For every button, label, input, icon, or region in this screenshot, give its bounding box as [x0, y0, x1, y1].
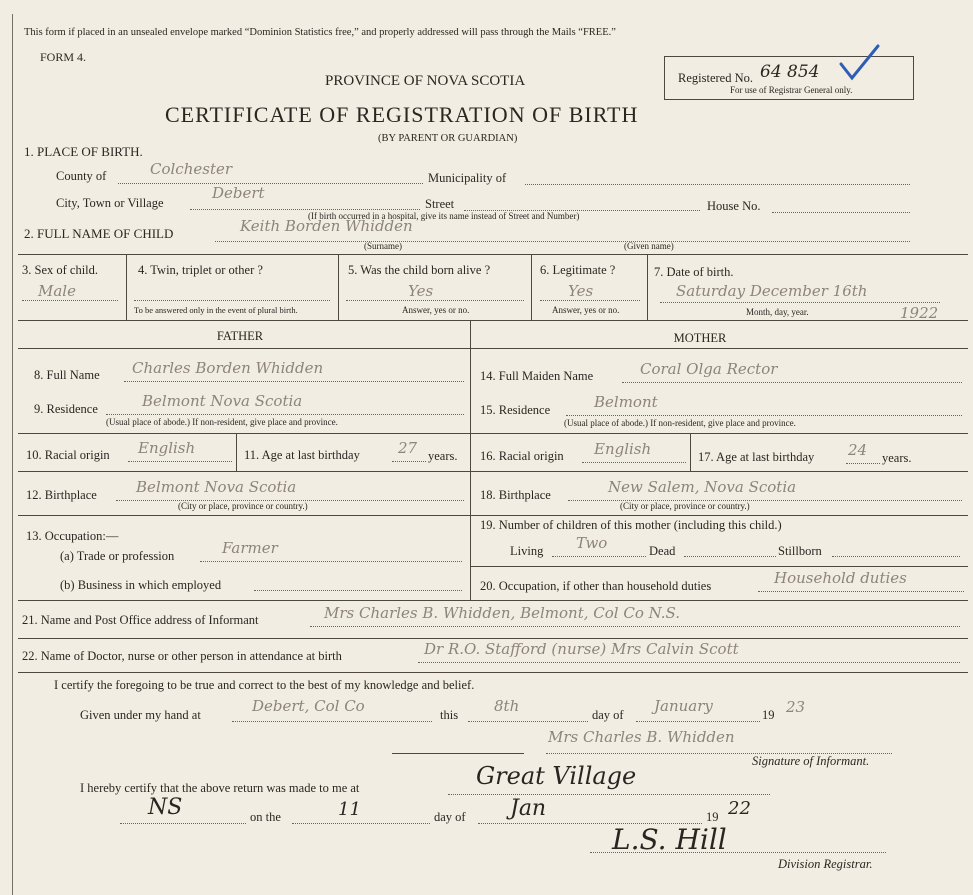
legitimate-line — [540, 300, 640, 301]
rule-racial-top-father — [18, 433, 470, 434]
rule-row3-bottom — [18, 320, 968, 321]
mother-occupation-label: 20. Occupation, if other than household duties — [480, 579, 712, 593]
mail-notice: This form if placed in an unsealed envelope marked “Dominion Statistics free,” and properly addressed will pass through the Mails “FREE.” — [24, 27, 616, 38]
mother-name-label: 14. Full Maiden Name — [480, 369, 594, 383]
doctor-value: Dr R.O. Stafford (nurse) Mrs Calvin Scott — [424, 640, 739, 658]
registrar-note: For use of Registrar General only. — [730, 85, 853, 95]
mother-dead-line — [684, 556, 776, 557]
father-age-line — [392, 461, 426, 462]
rule-doctor-bottom — [18, 672, 968, 673]
certificate-subtitle: (BY PARENT OR GUARDIAN) — [378, 133, 518, 144]
city-label: City, Town or Village — [56, 196, 164, 210]
rule-children-top-mother — [470, 515, 968, 516]
alive-value: Yes — [408, 282, 434, 300]
mother-occupation-line — [758, 591, 964, 592]
alive-note: Answer, yes or no. — [402, 305, 470, 315]
rule-racial-bottom-father — [18, 471, 470, 472]
hospital-note: (If birth occurred in a hospital, give its name instead of Street and Number) — [308, 211, 580, 221]
given-day-line — [468, 721, 588, 722]
mother-birthplace-note: (City or place, province or country.) — [620, 501, 750, 511]
certify-statement: I certify the foregoing to be true and correct to the best of my knowledge and belief. — [54, 678, 475, 692]
mother-years-label: years. — [882, 451, 912, 465]
rule-section-bottom — [18, 600, 968, 601]
informant-value: Mrs Charles B. Whidden, Belmont, Col Co N.S. — [324, 604, 681, 622]
certificate-title: CERTIFICATE OF REGISTRATION OF BIRTH — [165, 102, 639, 127]
sex-value: Male — [38, 282, 76, 300]
registrar-day-value: 11 — [338, 799, 361, 820]
registrar-onthe-label: on the — [250, 810, 281, 824]
given-note: (Given name) — [624, 241, 674, 251]
given-place-value: Debert, Col Co — [252, 697, 365, 715]
registrar-signature: L.S. Hill — [612, 823, 727, 856]
street-label: Street — [425, 197, 455, 211]
father-birthplace-note: (City or place, province or country.) — [178, 501, 308, 511]
mother-living-value: Two — [576, 534, 608, 552]
father-racial-value: English — [138, 439, 196, 457]
father-name-value: Charles Borden Whidden — [132, 359, 324, 377]
mother-birthplace-label: 18. Birthplace — [480, 488, 551, 502]
mother-racial-line — [582, 462, 686, 463]
father-racial-label: 10. Racial origin — [26, 448, 110, 462]
dob-line — [660, 302, 940, 303]
father-trade-value: Farmer — [222, 539, 278, 557]
registrar-statement: I hereby certify that the above return was made to me at — [80, 781, 360, 795]
house-label: House No. — [707, 199, 761, 213]
twin-label: 4. Twin, triplet or other ? — [138, 263, 263, 277]
informant-signature: Mrs Charles B. Whidden — [548, 728, 735, 746]
rule-informant-bottom — [18, 638, 968, 639]
given-this-label: this — [440, 708, 459, 722]
father-heading: FATHER — [216, 329, 264, 343]
mother-dead-label: Dead — [649, 544, 676, 558]
rule-col-2 — [338, 254, 339, 320]
father-residence-note: (Usual place of abode.) If non-resident, give place and province. — [106, 417, 338, 427]
registrar-ns-value: NS — [148, 795, 183, 820]
dob-year: 1922 — [900, 304, 939, 322]
father-trade-line — [200, 561, 462, 562]
mother-living-label: Living — [510, 544, 544, 558]
father-residence-label: 9. Residence — [34, 402, 98, 416]
registrar-dayof-label: day of — [434, 810, 466, 824]
father-business-line — [254, 590, 462, 591]
county-value: Colchester — [150, 160, 233, 178]
binding-edge-line — [12, 14, 13, 895]
mother-living-line — [552, 556, 646, 557]
father-racial-line — [128, 461, 232, 462]
father-business-label: (b) Business in which employed — [60, 578, 222, 592]
mother-racial-value: English — [594, 440, 652, 458]
mother-age-label: 17. Age at last birthday — [698, 450, 815, 464]
father-age-label: 11. Age at last birthday — [244, 448, 360, 462]
registrar-month-value: Jan — [510, 796, 547, 821]
municipality-line — [525, 184, 910, 185]
informant-label: 21. Name and Post Office address of Informant — [22, 613, 259, 627]
mother-age-line — [846, 463, 880, 464]
given-year-suffix: 23 — [786, 698, 806, 716]
father-residence-line — [106, 414, 464, 415]
province-heading: PROVINCE OF NOVA SCOTIA — [325, 73, 526, 89]
registrar-signature-label: Division Registrar. — [778, 857, 873, 871]
county-line — [118, 183, 423, 184]
given-label: Given under my hand at — [80, 708, 201, 722]
father-years-label: years. — [428, 449, 458, 463]
city-value: Debert — [212, 184, 265, 202]
mother-racial-label: 16. Racial origin — [480, 449, 564, 463]
dob-value: Saturday December 16th — [676, 282, 868, 300]
dob-note: Month, day, year. — [746, 307, 809, 317]
mother-residence-value: Belmont — [594, 393, 658, 411]
given-year-prefix: 19 — [762, 708, 775, 722]
registered-number: 64 854 — [760, 62, 820, 82]
mother-name-line — [622, 382, 962, 383]
mother-children-label: 19. Number of children of this mother (including this child.) — [480, 518, 782, 532]
sex-label: 3. Sex of child. — [22, 263, 99, 277]
mother-stillborn-line — [832, 556, 960, 557]
twin-line — [134, 300, 330, 301]
registrar-place-value: Great Village — [476, 762, 637, 790]
legitimate-value: Yes — [568, 282, 594, 300]
legitimate-note: Answer, yes or no. — [552, 305, 620, 315]
mother-heading: MOTHER — [673, 331, 727, 345]
rule-heading-bottom — [18, 348, 968, 349]
mother-residence-line — [566, 415, 962, 416]
mother-name-value: Coral Olga Rector — [640, 360, 778, 378]
twin-note: To be answered only in the event of plural birth. — [134, 305, 298, 315]
mother-residence-note: (Usual place of abode.) If non-resident, give place and province. — [564, 418, 796, 428]
dob-label: 7. Date of birth. — [654, 265, 734, 279]
father-birthplace-value: Belmont Nova Scotia — [136, 478, 297, 496]
father-occupation-label: 13. Occupation:— — [26, 529, 119, 543]
child-name-line — [215, 241, 910, 242]
given-month-line — [636, 721, 760, 722]
registrar-ns-line — [120, 823, 246, 824]
short-rule-center — [392, 753, 524, 754]
rule-col-3 — [531, 254, 532, 320]
child-name-value: Keith Borden Whidden — [240, 217, 413, 235]
surname-note: (Surname) — [364, 241, 402, 251]
legitimate-label: 6. Legitimate ? — [540, 263, 616, 277]
rule-col-1 — [126, 254, 127, 320]
father-residence-value: Belmont Nova Scotia — [142, 392, 303, 410]
house-line — [772, 212, 910, 213]
doctor-line — [418, 662, 960, 663]
given-month-value: January — [654, 697, 713, 715]
registrar-place-line — [448, 794, 770, 795]
given-dayof-label: day of — [592, 708, 624, 722]
rule-occupation-top-mother — [470, 566, 968, 567]
father-name-label: 8. Full Name — [34, 368, 100, 382]
city-line — [190, 209, 420, 210]
county-label: County of — [56, 169, 107, 183]
mother-occupation-value: Household duties — [774, 569, 907, 587]
checkmark-icon — [838, 42, 882, 82]
sex-line — [22, 300, 118, 301]
rule-col-4 — [647, 254, 648, 320]
mother-birthplace-value: New Salem, Nova Scotia — [608, 478, 797, 496]
father-trade-label: (a) Trade or profession — [60, 549, 175, 563]
given-day-value: 8th — [494, 697, 520, 715]
rule-racial-bottom-mother — [470, 471, 968, 472]
father-name-line — [124, 381, 464, 382]
rule-father-age-divider — [236, 433, 237, 471]
informant-line — [310, 626, 960, 627]
father-birthplace-label: 12. Birthplace — [26, 488, 97, 502]
rule-occupation-top-father — [18, 515, 470, 516]
informant-signature-label: Signature of Informant. — [752, 754, 870, 768]
doctor-label: 22. Name of Doctor, nurse or other person in attendance at birth — [22, 649, 342, 663]
registrar-day-line — [292, 823, 430, 824]
father-age-value: 27 — [398, 439, 418, 457]
given-place-line — [232, 721, 432, 722]
rule-row3-top — [18, 254, 968, 255]
form-number: FORM 4. — [40, 50, 87, 64]
rule-racial-top-mother — [470, 433, 968, 434]
registrar-year-suffix: 22 — [728, 798, 751, 819]
mother-age-value: 24 — [848, 441, 868, 459]
municipality-label: Municipality of — [428, 171, 507, 185]
rule-mother-age-divider — [690, 433, 691, 471]
alive-line — [346, 300, 524, 301]
child-name-label: 2. FULL NAME OF CHILD — [24, 226, 174, 241]
registrar-year-prefix: 19 — [706, 810, 719, 824]
mother-residence-label: 15. Residence — [480, 403, 551, 417]
place-heading: 1. PLACE OF BIRTH. — [24, 144, 143, 159]
rule-center — [470, 320, 471, 600]
registered-label: Registered No. — [678, 71, 753, 85]
alive-label: 5. Was the child born alive ? — [348, 263, 491, 277]
mother-stillborn-label: Stillborn — [778, 544, 822, 558]
